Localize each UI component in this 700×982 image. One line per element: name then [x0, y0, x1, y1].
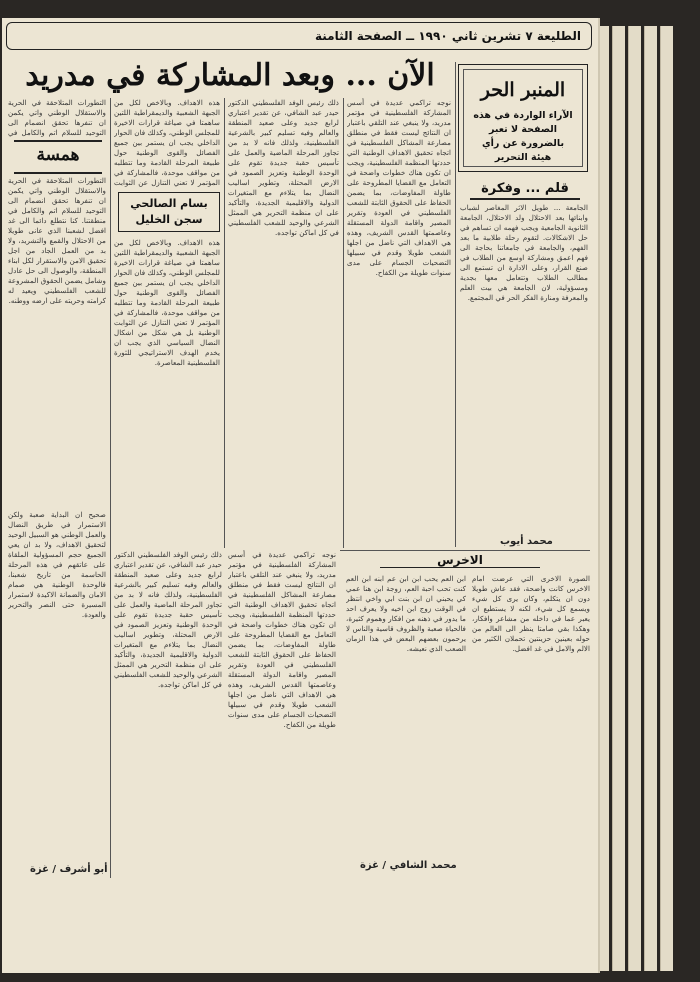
bottom-left-text: صحيح ان البداية صعبة ولكن الاستمرار في طريق النضال والعمل الوطني هو السبيل الوحيد لتحقيق الاهداف، ولا بد ان يعي الجميع حجم المسؤولية الملقاة على عاتقهم في هذه المرحلة الحاسمة من تاريخ شعبنا، فالوحدة الوطنية هي صمام الامان والضمانة الاكيدة لاستمرار المسيرة حتى النصر والتحرير والعودة. [8, 510, 106, 619]
column-rule [343, 98, 344, 548]
page-edge [644, 26, 657, 971]
column-rule [224, 98, 225, 548]
hamsa-author: أبو أشرف / غزة [30, 864, 108, 875]
poem-line-1: بسام الصالحي [130, 197, 208, 210]
main-col-1b: نوجه تراكمي عديدة في أسس المشاركة الفلسطينية في مؤتمر مدريد، ولا ينبغي عند التلقي باعتبار ان النتائج ليست فقط في منطلق مصارعة المشاكل الفلسطينية في اتجاه تحقيق الاهداف الوطنية التي حددتها المنظمة الفلسطينية، ويجب ان تكون هناك خطوات واضحة في التعامل مع القضايا المطروحة على طاولة المفاوضات، بما يضمن الحفاظ على الحقوق الثابتة للشعب الفلسطيني في العودة وتقرير المصير واقامة الدولة المستقلة وعاصمتها القدس الشريف، وهذه هي الاهداف التي ناضل من اجلها الشعب طويلا وقدم في سبيلها التضحيات الجسام على مدى سنوات طويلة من الكفاح. [228, 550, 336, 729]
minbar-subtitle: الآراء الواردة في هذه الصفحة لا تعبر بالضرورة عن رأي هيئة التحرير [473, 110, 573, 163]
qalam-title: قلم ... وفكرة [470, 181, 580, 200]
akhras-title: الاخرس [380, 553, 540, 568]
section-rule [340, 550, 590, 551]
minbar-title: المنبر الحر [480, 79, 566, 101]
qalam-author: محمد أيوب [500, 536, 553, 547]
column-rule [455, 62, 456, 547]
hamsa-text: التطورات المتلاحقة في الحرية والاستقلال الوطني واتي يكمن ان تنفرها تحقق انضمام الى التوحيد للسلام اتم والكامل في منطقتنا. كنا نتطلع دائما الى غد افضل لشعبنا الذي عانى طويلا من الاحتلال والقمع والتشريد، ولا بد من العمل الجاد من اجل تحقيق الامن والاستقرار لكل ابناء المنطقة، والوصول الى حل عادل وشامل يضمن الحقوق المشروعة للشعب الفلسطيني ويعيد له كرامته وحريته على ارضه ووطنه. [8, 176, 106, 305]
header-text: الطليعة ٧ تشرين ثاني ١٩٩٠ ــ الصفحة الثامنة [314, 29, 581, 43]
page-edge [660, 26, 673, 971]
qalam-text: الجامعة ... طويل الاثر المغاصر لشباب وابنائها بعد الاحتلال ولد الاحتلال، الجامعة الثانوية الجامعية ويجب فهمه ان تساهم في حل الاشكالات. لتقوم رحلة طلابية ما بعد الفهم، والجامعة في جامعاتنا بحاجة الى فهم اعمق ومشاركة اوسع من الطلاب في صنع القرار، وعلى الادارة ان تستمع الى مطالب الطلاب وتتعامل معها بجدية ومسؤولية، لان الجامعة هي بيت العلم والمعرفة ومنارة الفكر الحر في المجتمع. [460, 203, 588, 302]
page-edge [628, 26, 641, 971]
column-rule [110, 98, 111, 878]
page-edge [598, 26, 609, 971]
poem-line-2: سجن الخليل [135, 213, 203, 226]
page-edge [612, 26, 625, 971]
akhras-text-2: الصورة الاخرى التي عرضت امام الاخرس كانت واضحة، فقد عاش طويلا دون ان يتكلم، وكان يرى كل شيء ويسمع كل شيء، لكنه لا يستطيع ان يعبر عما في داخله من مشاعر وافكار، وهكذا بقي صامتا ينظر الى العالم من حوله بعينين حزينتين تحملان الكثير من الالم والامل في غد افضل. [472, 574, 590, 653]
main-col-2b: ذلك رئيس الوفد الفلسطيني الدكتور حيدر عبد الشافي، عن تقدير اعتباري لرابع جديد وعلى صعيد المنطقة والعالم وفيه تسليم كبير بالشرعية الفلسطينية، ولذلك فانه لا بد من تجاوز المرحلة الماضية والعمل على تأسيس حقبة جديدة تقوم على الوحدة الوطنية وتعزيز الصمود في الارض المحتلة، وتطوير اساليب النضال بما يتلاءم مع المتغيرات الدولية والاقليمية الجديدة، والتأكيد على ان منظمة التحرير هي الممثل الشرعي والوحيد للشعب الفلسطيني في كل اماكن تواجده. [114, 550, 222, 689]
main-col-3: هذه الاهداف. وبالاخص لكل من الجبهة الشعبية والديمقراطية اللتين ساهمتا في صياغة قرارات الاخيرة للمجلس الوطني، وكذلك فان الحوار الداخلي يجب ان يستمر بين جميع الفصائل والقوى الوطنية حول طبيعة المرحلة القادمة وما تتطلبه من مواقف موحدة، فالمشاركة في المؤتمر لا تعني التنازل عن الثوابت [114, 98, 220, 187]
main-col-1: نوجه تراكمي عديدة في أسس المشاركة الفلسطينية في مؤتمر مدريد، ولا ينبغي عند التلقي باعتبار ان النتائج ليست فقط في منطلق مصارعة المشاكل الفلسطينية في اتجاه تحقيق الاهداف الوطنية التي حددتها المنظمة الفلسطينية، ويجب ان تكون هناك خطوات واضحة في التعامل مع القضايا المطروحة على طاولة المفاوضات، بما يضمن الحفاظ على الحقوق الثابتة للشعب الفلسطيني في العودة وتقرير المصير واقامة الدولة المستقلة وعاصمتها القدس الشريف، وهذه هي الاهداف التي ناضل من اجلها الشعب طويلا وقدم في سبيلها التضحيات الجسام على مدى سنوات طويلة من الكفاح. [347, 98, 451, 277]
main-col-2: ذلك رئيس الوفد الفلسطيني الدكتور حيدر عبد الشافي، عن تقدير اعتباري لرابع جديد وعلى صعيد المنطقة والعالم وفيه تسليم كبير بالشرعية الفلسطينية، ولذلك فانه لا بد من تجاوز المرحلة الماضية والعمل على تأسيس حقبة جديدة تقوم على الوحدة الوطنية وتعزيز الصمود في الارض المحتلة، وتطوير اساليب النضال بما يتلاءم مع المتغيرات الدولية والاقليمية الجديدة، والتأكيد على ان منظمة التحرير هي الممثل الشرعي والوحيد للشعب الفلسطيني في كل اماكن تواجده. [228, 98, 339, 237]
poem-box [118, 192, 220, 232]
headline: الآن ... وبعد المشاركة في مدريد [25, 58, 435, 93]
minbar-box [458, 64, 588, 172]
hamsa-intro: التطورات المتلاحقة في الحرية والاستقلال الوطني واتي يكمن ان تنفرها تحقق انضمام الى التوحيد للسلام اتم والكامل في [8, 98, 106, 137]
hamsa-title: همسة [36, 145, 80, 165]
page-header [6, 22, 592, 50]
hamsa-banner [14, 140, 102, 174]
akhras-author: محمد الشافي / غزة [360, 860, 457, 871]
main-col-3b: هذه الاهداف. وبالاخص لكل من الجبهة الشعبية والديمقراطية اللتين ساهمتا في صياغة قرارات الاخيرة للمجلس الوطني، وكذلك فان الحوار الداخلي يجب ان يستمر بين جميع الفصائل والقوى الوطنية حول طبيعة المرحلة القادمة وما تتطلبه من مواقف موحدة، فالمشاركة في المؤتمر لا تعني التنازل عن الثوابت الوطنية بل هي شكل من اشكال النضال السياسي الذي يجب ان يخدم الهدف الاستراتيجي للثورة الفلسطينية المعاصرة. [114, 238, 220, 367]
akhras-text: ابن العم يحب ابن ابن عم ابنه ابن العم كنت تحب احبة العم، زوجة ابن هنا عمي كي يحبني ان ابن بنت ابي واخي انتظر في الوقت زوج ابن اخيه ولا يعرف احد ما يدور في ذهنه من افكار وهموم كثيرة، فالحياة صعبة والظروف قاسية والناس لا يرحمون بعضهم البعض في هذا الزمان الصعب الذي نعيشه. [346, 574, 466, 653]
